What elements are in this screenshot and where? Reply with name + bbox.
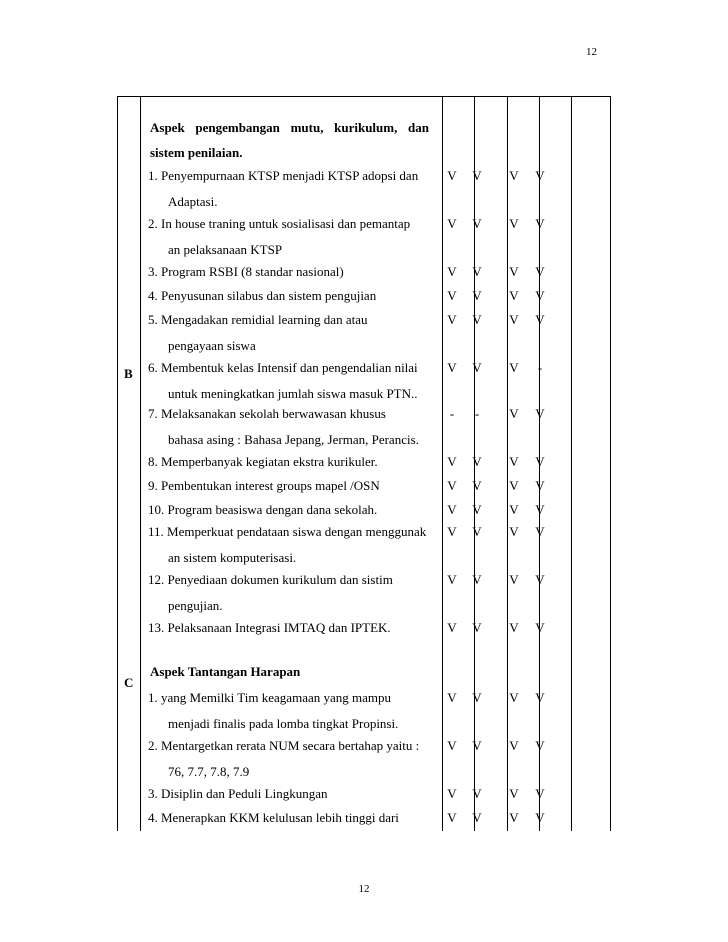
check-mark: V [472, 360, 482, 375]
check-mark: V [509, 312, 519, 327]
item-text: untuk meningkatkan jumlah siswa masuk PTN.. [168, 386, 418, 401]
item-text: an sistem komputerisasi. [168, 550, 297, 565]
check-mark: V [509, 502, 519, 517]
check-mark: V [472, 690, 482, 705]
check-mark: V [472, 288, 482, 303]
item-text: 1. yang Memilki Tim keagamaan yang mampu [148, 690, 391, 705]
check-mark: - [449, 406, 455, 421]
item-text: 2. Mentargetkan rerata NUM secara bertahap yaitu : [148, 738, 420, 753]
item-text: 8. Memperbanyak kegiatan ekstra kurikuler. [148, 454, 378, 469]
check-mark: V [535, 810, 545, 825]
check-mark: V [447, 810, 457, 825]
column-divider [442, 97, 443, 831]
check-mark: V [447, 524, 457, 539]
item-text: 3. Program RSBI (8 standar nasional) [148, 264, 344, 279]
check-mark: V [447, 786, 457, 801]
section-heading: sistem penilaian. [150, 145, 243, 160]
check-mark: V [472, 572, 482, 587]
check-mark: V [447, 312, 457, 327]
check-mark: V [535, 478, 545, 493]
check-mark: V [509, 454, 519, 469]
check-mark: V [509, 264, 519, 279]
item-text: 4. Menerapkan KKM kelulusan lebih tinggi dari [148, 810, 399, 825]
check-mark: V [472, 168, 482, 183]
check-mark: V [447, 572, 457, 587]
check-mark: V [447, 690, 457, 705]
check-mark: V [472, 786, 482, 801]
item-text: pengayaan siswa [168, 338, 256, 353]
item-text: 2. In house traning untuk sosialisasi dan pemantap [148, 216, 411, 231]
check-mark: V [447, 168, 457, 183]
check-mark: V [472, 478, 482, 493]
section-label-c: C [124, 675, 134, 690]
check-mark: V [509, 288, 519, 303]
item-text: pengujian. [168, 598, 223, 613]
section-heading: Aspek pengembangan mutu, kurikulum, dan [150, 120, 429, 135]
item-text: 6. Membentuk kelas Intensif dan pengendalian nilai [148, 360, 418, 375]
check-mark: - [537, 360, 543, 375]
check-mark: V [472, 312, 482, 327]
item-text: 10. Program beasiswa dengan dana sekolah. [148, 502, 378, 517]
check-mark: V [509, 690, 519, 705]
check-mark: V [509, 216, 519, 231]
check-mark: V [447, 264, 457, 279]
check-mark: V [472, 524, 482, 539]
column-divider [571, 97, 572, 831]
check-mark: V [535, 786, 545, 801]
item-text: an pelaksanaan KTSP [168, 242, 283, 257]
column-divider [140, 97, 141, 831]
check-mark: - [474, 406, 480, 421]
item-text: 1. Penyempurnaan KTSP menjadi KTSP adopsi dan [148, 168, 419, 183]
check-mark: V [535, 454, 545, 469]
check-mark: V [447, 360, 457, 375]
item-text: 3. Disiplin dan Peduli Lingkungan [148, 786, 328, 801]
check-mark: V [509, 738, 519, 753]
check-mark: V [535, 264, 545, 279]
check-mark: V [509, 572, 519, 587]
item-text: 7. Melaksanakan sekolah berwawasan khusus [148, 406, 386, 421]
check-mark: V [535, 690, 545, 705]
check-mark: V [535, 524, 545, 539]
check-mark: V [535, 216, 545, 231]
check-mark: V [509, 810, 519, 825]
check-mark: V [509, 406, 519, 421]
check-mark: V [509, 786, 519, 801]
check-mark: V [535, 288, 545, 303]
item-text: 4. Penyusunan silabus dan sistem pengujian [148, 288, 377, 303]
check-mark: V [535, 312, 545, 327]
check-mark: V [535, 502, 545, 517]
check-mark: V [509, 360, 519, 375]
check-mark: V [472, 810, 482, 825]
check-mark: V [535, 572, 545, 587]
check-mark: V [447, 454, 457, 469]
check-mark: V [472, 454, 482, 469]
check-mark: V [535, 168, 545, 183]
check-mark: V [447, 216, 457, 231]
item-text: 76, 7.7, 7.8, 7.9 [168, 764, 250, 779]
check-mark: V [447, 478, 457, 493]
item-text: 13. Pelaksanaan Integrasi IMTAQ dan IPTEK. [148, 620, 391, 635]
check-mark: V [447, 502, 457, 517]
section-heading: Aspek Tantangan Harapan [150, 664, 301, 679]
check-mark: V [472, 738, 482, 753]
check-mark: V [509, 478, 519, 493]
check-mark: V [509, 168, 519, 183]
item-text: 11. Memperkuat pendataan siswa dengan menggunak [148, 524, 427, 539]
item-text: 12. Penyediaan dokumen kurikulum dan sistim [148, 572, 393, 587]
check-mark: V [472, 620, 482, 635]
item-text: bahasa asing : Bahasa Jepang, Jerman, Perancis. [168, 432, 419, 447]
check-mark: V [447, 620, 457, 635]
page-number-top: 12 [586, 46, 597, 58]
check-mark: V [472, 264, 482, 279]
check-mark: V [447, 288, 457, 303]
item-text: Adaptasi. [168, 194, 218, 209]
column-divider [610, 97, 611, 831]
check-mark: V [447, 738, 457, 753]
check-mark: V [535, 738, 545, 753]
check-mark: V [509, 524, 519, 539]
check-mark: V [472, 216, 482, 231]
page-number-bottom: 12 [358, 883, 370, 895]
check-mark: V [472, 502, 482, 517]
section-label-b: B [124, 366, 133, 381]
check-mark: V [535, 620, 545, 635]
item-text: 5. Mengadakan remidial learning dan atau [148, 312, 368, 327]
check-mark: V [535, 406, 545, 421]
item-text: 9. Pembentukan interest groups mapel /OSN [148, 478, 380, 493]
check-mark: V [509, 620, 519, 635]
item-text: menjadi finalis pada lomba tingkat Propinsi. [168, 716, 399, 731]
